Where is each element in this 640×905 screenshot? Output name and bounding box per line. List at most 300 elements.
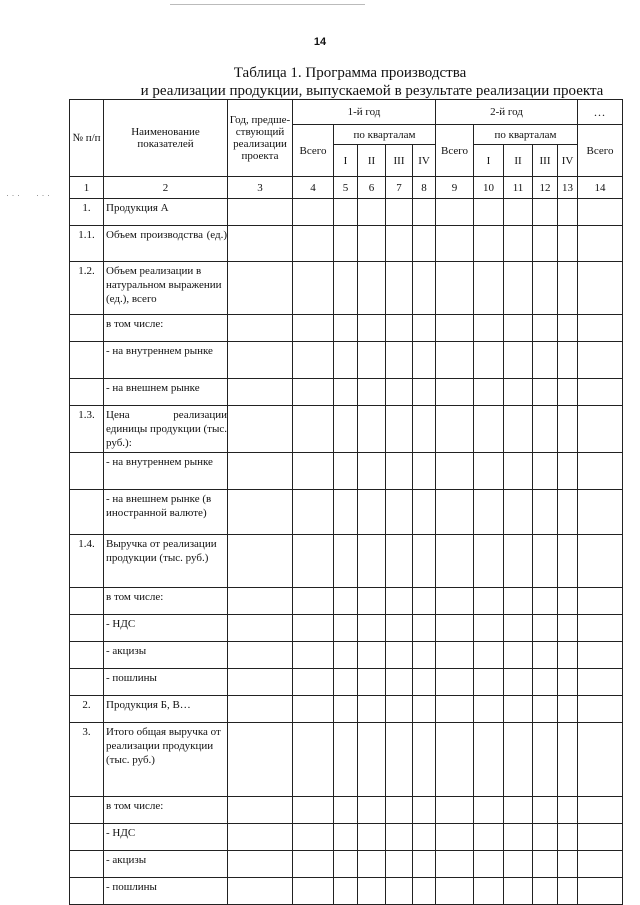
empty-value-cell bbox=[578, 406, 623, 453]
empty-value-cell bbox=[504, 824, 533, 851]
row-indicator-name: Продукция А bbox=[104, 199, 228, 226]
scan-speck: · · · bbox=[36, 190, 50, 200]
empty-value-cell bbox=[413, 406, 436, 453]
table-row bbox=[70, 315, 623, 342]
table-row bbox=[70, 535, 623, 588]
empty-value-cell bbox=[558, 490, 578, 535]
column-number: 6 bbox=[358, 177, 386, 199]
empty-value-cell bbox=[386, 490, 413, 535]
empty-value-cell bbox=[413, 490, 436, 535]
row-number bbox=[70, 453, 104, 490]
empty-value-cell bbox=[228, 878, 293, 905]
empty-value-cell bbox=[358, 342, 386, 379]
row-indicator-name: - на внешнем рынке (в иностранной валюте) bbox=[104, 490, 228, 535]
empty-value-cell bbox=[228, 696, 293, 723]
column-number: 5 bbox=[334, 177, 358, 199]
row-number: 3. bbox=[70, 723, 104, 797]
header-year2-q4: IV bbox=[558, 145, 578, 177]
empty-value-cell bbox=[334, 588, 358, 615]
empty-value-cell bbox=[228, 342, 293, 379]
empty-value-cell bbox=[293, 262, 334, 315]
header-year1-q1: I bbox=[334, 145, 358, 177]
empty-value-cell bbox=[228, 406, 293, 453]
row-indicator-name: - акцизы bbox=[104, 642, 228, 669]
empty-value-cell bbox=[504, 723, 533, 797]
empty-value-cell bbox=[578, 342, 623, 379]
empty-value-cell bbox=[558, 262, 578, 315]
empty-value-cell bbox=[358, 669, 386, 696]
empty-value-cell bbox=[386, 696, 413, 723]
empty-value-cell bbox=[578, 262, 623, 315]
column-number: 11 bbox=[504, 177, 533, 199]
header-year1-q2: II bbox=[358, 145, 386, 177]
table-row bbox=[70, 878, 623, 905]
empty-value-cell bbox=[413, 315, 436, 342]
empty-value-cell bbox=[386, 615, 413, 642]
table-row bbox=[70, 262, 623, 315]
empty-value-cell bbox=[474, 453, 504, 490]
empty-value-cell bbox=[228, 490, 293, 535]
table-row bbox=[70, 379, 623, 406]
empty-value-cell bbox=[334, 669, 358, 696]
empty-value-cell bbox=[413, 453, 436, 490]
row-number: 2. bbox=[70, 696, 104, 723]
row-indicator-name: Объем производства (ед.) bbox=[104, 226, 228, 262]
empty-value-cell bbox=[436, 615, 474, 642]
empty-value-cell bbox=[558, 797, 578, 824]
table-body bbox=[70, 199, 623, 905]
row-number bbox=[70, 851, 104, 878]
row-indicator-name: - на внутреннем рынке bbox=[104, 453, 228, 490]
empty-value-cell bbox=[533, 226, 558, 262]
empty-value-cell bbox=[293, 535, 334, 588]
empty-value-cell bbox=[558, 226, 578, 262]
table-row bbox=[70, 797, 623, 824]
header-prev-year: Год, предше-ствующий реализации проекта bbox=[228, 100, 293, 177]
scan-speck: · · · bbox=[6, 190, 20, 200]
table-row bbox=[70, 588, 623, 615]
empty-value-cell bbox=[474, 262, 504, 315]
empty-value-cell bbox=[386, 406, 413, 453]
empty-value-cell bbox=[358, 406, 386, 453]
table-title-line-1: Таблица 1. Программа производства bbox=[233, 65, 467, 81]
empty-value-cell bbox=[558, 535, 578, 588]
empty-value-cell bbox=[228, 379, 293, 406]
column-number: 3 bbox=[228, 177, 293, 199]
empty-value-cell bbox=[474, 824, 504, 851]
table-row bbox=[70, 642, 623, 669]
empty-value-cell bbox=[578, 851, 623, 878]
header-year-2: 2-й год bbox=[436, 100, 578, 125]
empty-value-cell bbox=[558, 453, 578, 490]
empty-value-cell bbox=[533, 797, 558, 824]
empty-value-cell bbox=[504, 199, 533, 226]
empty-value-cell bbox=[334, 199, 358, 226]
empty-value-cell bbox=[533, 723, 558, 797]
table-row bbox=[70, 723, 623, 797]
empty-value-cell bbox=[436, 878, 474, 905]
page-number: 14 bbox=[313, 36, 327, 48]
empty-value-cell bbox=[228, 642, 293, 669]
empty-value-cell bbox=[558, 696, 578, 723]
header-more-total: Всего bbox=[578, 125, 623, 177]
empty-value-cell bbox=[386, 342, 413, 379]
row-indicator-name: - на внешнем рынке bbox=[104, 379, 228, 406]
header-year1-q3: III bbox=[386, 145, 413, 177]
column-number: 9 bbox=[436, 177, 474, 199]
header-year2-q2: II bbox=[504, 145, 533, 177]
empty-value-cell bbox=[504, 535, 533, 588]
empty-value-cell bbox=[334, 406, 358, 453]
empty-value-cell bbox=[436, 262, 474, 315]
empty-value-cell bbox=[474, 797, 504, 824]
row-number: 1.3. bbox=[70, 406, 104, 453]
empty-value-cell bbox=[228, 535, 293, 588]
empty-value-cell bbox=[504, 490, 533, 535]
header-year2-by-quarters: по кварталам bbox=[474, 125, 578, 145]
row-indicator-name: - акцизы bbox=[104, 851, 228, 878]
empty-value-cell bbox=[358, 696, 386, 723]
row-number bbox=[70, 669, 104, 696]
empty-value-cell bbox=[474, 490, 504, 535]
header-year2-q3: III bbox=[533, 145, 558, 177]
empty-value-cell bbox=[228, 226, 293, 262]
empty-value-cell bbox=[436, 453, 474, 490]
empty-value-cell bbox=[533, 342, 558, 379]
empty-value-cell bbox=[386, 535, 413, 588]
empty-value-cell bbox=[228, 723, 293, 797]
empty-value-cell bbox=[413, 696, 436, 723]
empty-value-cell bbox=[358, 588, 386, 615]
empty-value-cell bbox=[578, 199, 623, 226]
empty-value-cell bbox=[533, 379, 558, 406]
row-number: 1.4. bbox=[70, 535, 104, 588]
empty-value-cell bbox=[334, 490, 358, 535]
empty-value-cell bbox=[533, 490, 558, 535]
header-more: ... bbox=[578, 100, 623, 125]
row-number bbox=[70, 824, 104, 851]
empty-value-cell bbox=[228, 453, 293, 490]
empty-value-cell bbox=[334, 797, 358, 824]
empty-value-cell bbox=[334, 315, 358, 342]
empty-value-cell bbox=[558, 669, 578, 696]
row-number: 1.1. bbox=[70, 226, 104, 262]
empty-value-cell bbox=[474, 535, 504, 588]
empty-value-cell bbox=[358, 723, 386, 797]
empty-value-cell bbox=[578, 615, 623, 642]
empty-value-cell bbox=[293, 453, 334, 490]
empty-value-cell bbox=[386, 851, 413, 878]
empty-value-cell bbox=[436, 199, 474, 226]
empty-value-cell bbox=[578, 226, 623, 262]
empty-value-cell bbox=[578, 453, 623, 490]
empty-value-cell bbox=[533, 262, 558, 315]
row-indicator-name: в том числе: bbox=[104, 797, 228, 824]
empty-value-cell bbox=[413, 199, 436, 226]
empty-value-cell bbox=[293, 588, 334, 615]
row-indicator-name: в том числе: bbox=[104, 315, 228, 342]
empty-value-cell bbox=[413, 588, 436, 615]
empty-value-cell bbox=[293, 696, 334, 723]
empty-value-cell bbox=[293, 878, 334, 905]
empty-value-cell bbox=[504, 851, 533, 878]
empty-value-cell bbox=[578, 535, 623, 588]
empty-value-cell bbox=[578, 878, 623, 905]
table-row bbox=[70, 342, 623, 379]
row-indicator-name: - НДС bbox=[104, 824, 228, 851]
row-number bbox=[70, 615, 104, 642]
empty-value-cell bbox=[293, 406, 334, 453]
empty-value-cell bbox=[358, 615, 386, 642]
row-indicator-name: - НДС bbox=[104, 615, 228, 642]
empty-value-cell bbox=[504, 642, 533, 669]
empty-value-cell bbox=[533, 199, 558, 226]
table-row bbox=[70, 199, 623, 226]
header-year2-q1: I bbox=[474, 145, 504, 177]
empty-value-cell bbox=[504, 669, 533, 696]
production-program-table bbox=[69, 99, 623, 905]
empty-value-cell bbox=[386, 315, 413, 342]
empty-value-cell bbox=[474, 342, 504, 379]
empty-value-cell bbox=[578, 379, 623, 406]
row-indicator-name: - пошлины bbox=[104, 669, 228, 696]
empty-value-cell bbox=[533, 453, 558, 490]
empty-value-cell bbox=[504, 453, 533, 490]
empty-value-cell bbox=[386, 878, 413, 905]
empty-value-cell bbox=[413, 262, 436, 315]
empty-value-cell bbox=[334, 615, 358, 642]
empty-value-cell bbox=[293, 642, 334, 669]
table-row bbox=[70, 824, 623, 851]
row-number bbox=[70, 588, 104, 615]
empty-value-cell bbox=[504, 797, 533, 824]
empty-value-cell bbox=[436, 642, 474, 669]
empty-value-cell bbox=[474, 615, 504, 642]
empty-value-cell bbox=[413, 851, 436, 878]
empty-value-cell bbox=[386, 642, 413, 669]
column-number: 13 bbox=[558, 177, 578, 199]
empty-value-cell bbox=[474, 226, 504, 262]
empty-value-cell bbox=[578, 490, 623, 535]
empty-value-cell bbox=[533, 406, 558, 453]
empty-value-cell bbox=[228, 199, 293, 226]
empty-value-cell bbox=[474, 669, 504, 696]
empty-value-cell bbox=[533, 588, 558, 615]
row-indicator-name: Выручка от реализации продукции (тыс. руб.) bbox=[104, 535, 228, 588]
empty-value-cell bbox=[558, 878, 578, 905]
header-year2-total: Всего bbox=[436, 125, 474, 177]
empty-value-cell bbox=[228, 588, 293, 615]
empty-value-cell bbox=[413, 878, 436, 905]
row-number bbox=[70, 315, 104, 342]
empty-value-cell bbox=[436, 669, 474, 696]
empty-value-cell bbox=[358, 262, 386, 315]
empty-value-cell bbox=[474, 642, 504, 669]
empty-value-cell bbox=[293, 723, 334, 797]
empty-value-cell bbox=[293, 490, 334, 535]
empty-value-cell bbox=[474, 878, 504, 905]
empty-value-cell bbox=[436, 696, 474, 723]
empty-value-cell bbox=[558, 642, 578, 669]
column-number: 2 bbox=[104, 177, 228, 199]
empty-value-cell bbox=[504, 406, 533, 453]
empty-value-cell bbox=[293, 379, 334, 406]
column-number: 7 bbox=[386, 177, 413, 199]
column-number: 10 bbox=[474, 177, 504, 199]
row-number bbox=[70, 490, 104, 535]
table-row bbox=[70, 406, 623, 453]
empty-value-cell bbox=[558, 315, 578, 342]
empty-value-cell bbox=[413, 723, 436, 797]
empty-value-cell bbox=[578, 315, 623, 342]
empty-value-cell bbox=[558, 342, 578, 379]
empty-value-cell bbox=[558, 406, 578, 453]
empty-value-cell bbox=[504, 615, 533, 642]
row-indicator-name: Цена реализации единицы продукции (тыс. руб.): bbox=[104, 406, 228, 453]
empty-value-cell bbox=[228, 315, 293, 342]
column-number: 12 bbox=[533, 177, 558, 199]
empty-value-cell bbox=[436, 406, 474, 453]
table-row bbox=[70, 226, 623, 262]
empty-value-cell bbox=[474, 723, 504, 797]
empty-value-cell bbox=[386, 723, 413, 797]
empty-value-cell bbox=[504, 696, 533, 723]
empty-value-cell bbox=[474, 379, 504, 406]
empty-value-cell bbox=[436, 723, 474, 797]
empty-value-cell bbox=[228, 669, 293, 696]
empty-value-cell bbox=[334, 342, 358, 379]
empty-value-cell bbox=[533, 824, 558, 851]
empty-value-cell bbox=[358, 824, 386, 851]
empty-value-cell bbox=[358, 199, 386, 226]
table-row bbox=[70, 696, 623, 723]
row-indicator-name: в том числе: bbox=[104, 588, 228, 615]
table-row bbox=[70, 490, 623, 535]
empty-value-cell bbox=[293, 315, 334, 342]
table-row bbox=[70, 615, 623, 642]
empty-value-cell bbox=[413, 824, 436, 851]
empty-value-cell bbox=[578, 723, 623, 797]
header-year1-total: Всего bbox=[293, 125, 334, 177]
empty-value-cell bbox=[228, 824, 293, 851]
empty-value-cell bbox=[533, 851, 558, 878]
empty-value-cell bbox=[558, 723, 578, 797]
empty-value-cell bbox=[558, 588, 578, 615]
empty-value-cell bbox=[334, 535, 358, 588]
empty-value-cell bbox=[474, 199, 504, 226]
empty-value-cell bbox=[293, 824, 334, 851]
empty-value-cell bbox=[474, 588, 504, 615]
empty-value-cell bbox=[413, 669, 436, 696]
empty-value-cell bbox=[413, 615, 436, 642]
column-number: 1 bbox=[70, 177, 104, 199]
empty-value-cell bbox=[474, 315, 504, 342]
table-row bbox=[70, 669, 623, 696]
empty-value-cell bbox=[533, 615, 558, 642]
empty-value-cell bbox=[504, 342, 533, 379]
empty-value-cell bbox=[386, 797, 413, 824]
empty-value-cell bbox=[436, 535, 474, 588]
empty-value-cell bbox=[413, 379, 436, 406]
empty-value-cell bbox=[558, 851, 578, 878]
header-name: Наименование показателей bbox=[104, 100, 228, 177]
empty-value-cell bbox=[293, 226, 334, 262]
empty-value-cell bbox=[436, 490, 474, 535]
empty-value-cell bbox=[436, 315, 474, 342]
empty-value-cell bbox=[578, 642, 623, 669]
empty-value-cell bbox=[228, 851, 293, 878]
empty-value-cell bbox=[436, 379, 474, 406]
empty-value-cell bbox=[504, 226, 533, 262]
empty-value-cell bbox=[413, 642, 436, 669]
empty-value-cell bbox=[293, 669, 334, 696]
row-number bbox=[70, 379, 104, 406]
empty-value-cell bbox=[504, 262, 533, 315]
empty-value-cell bbox=[474, 696, 504, 723]
row-number: 1.2. bbox=[70, 262, 104, 315]
empty-value-cell bbox=[558, 379, 578, 406]
empty-value-cell bbox=[533, 315, 558, 342]
empty-value-cell bbox=[334, 262, 358, 315]
empty-value-cell bbox=[436, 342, 474, 379]
empty-value-cell bbox=[358, 490, 386, 535]
empty-value-cell bbox=[578, 588, 623, 615]
empty-value-cell bbox=[413, 535, 436, 588]
empty-value-cell bbox=[436, 797, 474, 824]
empty-value-cell bbox=[533, 642, 558, 669]
table-row bbox=[70, 851, 623, 878]
empty-value-cell bbox=[334, 379, 358, 406]
empty-value-cell bbox=[474, 851, 504, 878]
empty-value-cell bbox=[413, 342, 436, 379]
column-number: 14 bbox=[578, 177, 623, 199]
empty-value-cell bbox=[334, 824, 358, 851]
empty-value-cell bbox=[358, 226, 386, 262]
empty-value-cell bbox=[334, 226, 358, 262]
empty-value-cell bbox=[358, 851, 386, 878]
top-scan-line bbox=[170, 4, 365, 5]
empty-value-cell bbox=[228, 615, 293, 642]
empty-value-cell bbox=[436, 824, 474, 851]
empty-value-cell bbox=[358, 797, 386, 824]
row-number bbox=[70, 342, 104, 379]
empty-value-cell bbox=[558, 615, 578, 642]
empty-value-cell bbox=[474, 406, 504, 453]
row-indicator-name: - пошлины bbox=[104, 878, 228, 905]
empty-value-cell bbox=[386, 588, 413, 615]
empty-value-cell bbox=[578, 669, 623, 696]
empty-value-cell bbox=[358, 453, 386, 490]
row-number bbox=[70, 797, 104, 824]
empty-value-cell bbox=[504, 379, 533, 406]
empty-value-cell bbox=[358, 878, 386, 905]
empty-value-cell bbox=[578, 797, 623, 824]
empty-value-cell bbox=[386, 199, 413, 226]
empty-value-cell bbox=[293, 199, 334, 226]
empty-value-cell bbox=[358, 535, 386, 588]
empty-value-cell bbox=[533, 669, 558, 696]
row-number: 1. bbox=[70, 199, 104, 226]
empty-value-cell bbox=[293, 851, 334, 878]
empty-value-cell bbox=[533, 878, 558, 905]
row-indicator-name: Продукция Б, В… bbox=[104, 696, 228, 723]
row-number bbox=[70, 642, 104, 669]
empty-value-cell bbox=[334, 696, 358, 723]
empty-value-cell bbox=[358, 642, 386, 669]
row-indicator-name: Объем реализации в натуральном выражении (ед.), всего bbox=[104, 262, 228, 315]
empty-value-cell bbox=[334, 453, 358, 490]
row-number bbox=[70, 878, 104, 905]
